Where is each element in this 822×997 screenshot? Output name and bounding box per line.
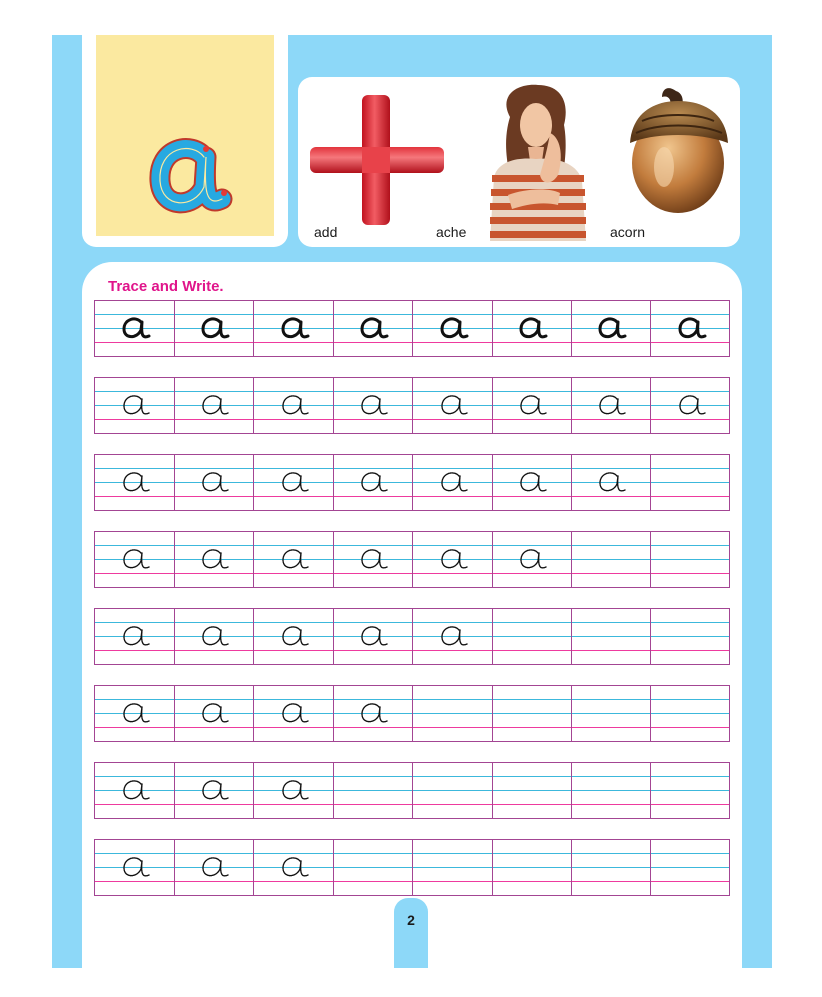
- letter-panel: [96, 35, 274, 236]
- letter-glyph: [333, 622, 413, 650]
- writing-cell[interactable]: [333, 378, 413, 433]
- letter-glyph: [492, 545, 572, 573]
- letter-glyph: [95, 776, 175, 804]
- picture-label-ache: ache: [436, 224, 467, 240]
- writing-cell[interactable]: [95, 686, 175, 741]
- letter-glyph: [651, 314, 731, 342]
- letter-glyph: [571, 314, 651, 342]
- writing-cell[interactable]: [651, 609, 731, 664]
- page-number-tab: [394, 898, 428, 968]
- letter-glyph: [492, 468, 572, 496]
- acorn-image: [630, 88, 728, 213]
- letter-glyph: [95, 391, 175, 419]
- writing-row: [94, 531, 730, 588]
- writing-cell[interactable]: [333, 301, 413, 356]
- writing-cell[interactable]: [95, 301, 175, 356]
- writing-cell[interactable]: [413, 609, 493, 664]
- writing-row: [94, 454, 730, 511]
- letter-glyph: [333, 468, 413, 496]
- writing-cell[interactable]: [492, 763, 572, 818]
- writing-cell[interactable]: [413, 686, 493, 741]
- pictures-svg: [298, 77, 740, 247]
- writing-cell[interactable]: [254, 301, 334, 356]
- writing-cell[interactable]: [333, 455, 413, 510]
- writing-cell[interactable]: [95, 609, 175, 664]
- writing-cell[interactable]: [571, 378, 651, 433]
- writing-cell[interactable]: [254, 686, 334, 741]
- letter-glyph: [174, 622, 254, 650]
- letter-glyph: [413, 622, 493, 650]
- letter-glyph: [333, 314, 413, 342]
- picture-card: [298, 77, 740, 247]
- writing-cell[interactable]: [174, 532, 254, 587]
- letter-glyph: [95, 314, 175, 342]
- writing-cell[interactable]: [651, 763, 731, 818]
- writing-cell[interactable]: [174, 609, 254, 664]
- letter-glyph: [95, 545, 175, 573]
- letter-glyph: [333, 391, 413, 419]
- letter-glyph: [95, 699, 175, 727]
- letter-glyph: [174, 545, 254, 573]
- writing-cell[interactable]: [571, 532, 651, 587]
- letter-glyph: [254, 622, 334, 650]
- letter-glyph: [571, 391, 651, 419]
- practice-card: [82, 262, 742, 968]
- writing-row: [94, 762, 730, 819]
- letter-glyph: [174, 391, 254, 419]
- toothache-woman-image: [490, 85, 586, 241]
- letter-glyph: [95, 853, 175, 881]
- writing-cell[interactable]: [571, 840, 651, 895]
- writing-cell[interactable]: [651, 301, 731, 356]
- letter-glyph: [254, 853, 334, 881]
- writing-row: [94, 300, 730, 357]
- letter-glyph: [95, 468, 175, 496]
- writing-cell[interactable]: [651, 686, 731, 741]
- writing-cell[interactable]: [492, 532, 572, 587]
- writing-cell[interactable]: [254, 455, 334, 510]
- writing-cell[interactable]: [333, 763, 413, 818]
- plus-sign-icon: [310, 95, 444, 225]
- writing-cell[interactable]: [174, 455, 254, 510]
- writing-cell[interactable]: [254, 378, 334, 433]
- writing-cell[interactable]: [492, 686, 572, 741]
- writing-cell[interactable]: [333, 686, 413, 741]
- writing-cell[interactable]: [651, 455, 731, 510]
- letter-glyph: [174, 314, 254, 342]
- writing-cell[interactable]: [413, 763, 493, 818]
- featured-letter-glyph: [146, 135, 236, 225]
- letter-glyph: [413, 468, 493, 496]
- letter-glyph: [492, 391, 572, 419]
- writing-cell[interactable]: [413, 532, 493, 587]
- letter-glyph: [254, 776, 334, 804]
- writing-cell[interactable]: [413, 840, 493, 895]
- letter-glyph: [413, 391, 493, 419]
- letter-glyph: [174, 699, 254, 727]
- writing-cell[interactable]: [174, 840, 254, 895]
- page-number: 2: [407, 912, 415, 928]
- writing-cell[interactable]: [413, 455, 493, 510]
- writing-cell[interactable]: [95, 455, 175, 510]
- writing-cell[interactable]: [95, 840, 175, 895]
- writing-cell[interactable]: [333, 532, 413, 587]
- writing-cell[interactable]: [571, 763, 651, 818]
- letter-glyph: [174, 468, 254, 496]
- writing-cell[interactable]: [413, 378, 493, 433]
- writing-cell[interactable]: [492, 301, 572, 356]
- letter-glyph: [254, 699, 334, 727]
- letter-glyph: [492, 314, 572, 342]
- writing-cell[interactable]: [571, 455, 651, 510]
- writing-cell[interactable]: [492, 840, 572, 895]
- writing-cell[interactable]: [492, 378, 572, 433]
- writing-row: [94, 608, 730, 665]
- writing-cell[interactable]: [492, 609, 572, 664]
- writing-cell[interactable]: [333, 840, 413, 895]
- writing-row: [94, 377, 730, 434]
- letter-glyph: [254, 314, 334, 342]
- picture-label-add: add: [314, 224, 338, 240]
- writing-cell[interactable]: [95, 378, 175, 433]
- writing-cell[interactable]: [571, 609, 651, 664]
- writing-cell[interactable]: [254, 532, 334, 587]
- writing-cell[interactable]: [174, 686, 254, 741]
- writing-cell[interactable]: [333, 609, 413, 664]
- letter-glyph: [571, 468, 651, 496]
- writing-cell[interactable]: [651, 378, 731, 433]
- writing-row: [94, 839, 730, 896]
- letter-glyph: [413, 545, 493, 573]
- letter-glyph: [95, 622, 175, 650]
- letter-glyph: [174, 853, 254, 881]
- writing-cell[interactable]: [651, 532, 731, 587]
- writing-cell[interactable]: [254, 763, 334, 818]
- letter-card: [82, 35, 288, 247]
- writing-cell[interactable]: [174, 378, 254, 433]
- letter-glyph: [254, 545, 334, 573]
- letter-glyph: [651, 391, 731, 419]
- instruction-heading: Trace and Write.: [108, 278, 224, 295]
- writing-cell[interactable]: [174, 763, 254, 818]
- writing-cell[interactable]: [492, 455, 572, 510]
- writing-cell[interactable]: [254, 840, 334, 895]
- writing-cell[interactable]: [571, 686, 651, 741]
- letter-glyph: [333, 699, 413, 727]
- letter-glyph: [413, 314, 493, 342]
- picture-label-acorn: acorn: [610, 224, 646, 240]
- letter-glyph: [254, 468, 334, 496]
- letter-glyph: [254, 391, 334, 419]
- writing-cell[interactable]: [651, 840, 731, 895]
- writing-cell[interactable]: [571, 301, 651, 356]
- writing-cell[interactable]: [95, 532, 175, 587]
- letter-glyph: [333, 545, 413, 573]
- writing-cell[interactable]: [174, 301, 254, 356]
- writing-row: [94, 685, 730, 742]
- writing-cell[interactable]: [413, 301, 493, 356]
- writing-cell[interactable]: [254, 609, 334, 664]
- writing-cell[interactable]: [95, 763, 175, 818]
- letter-glyph: [174, 776, 254, 804]
